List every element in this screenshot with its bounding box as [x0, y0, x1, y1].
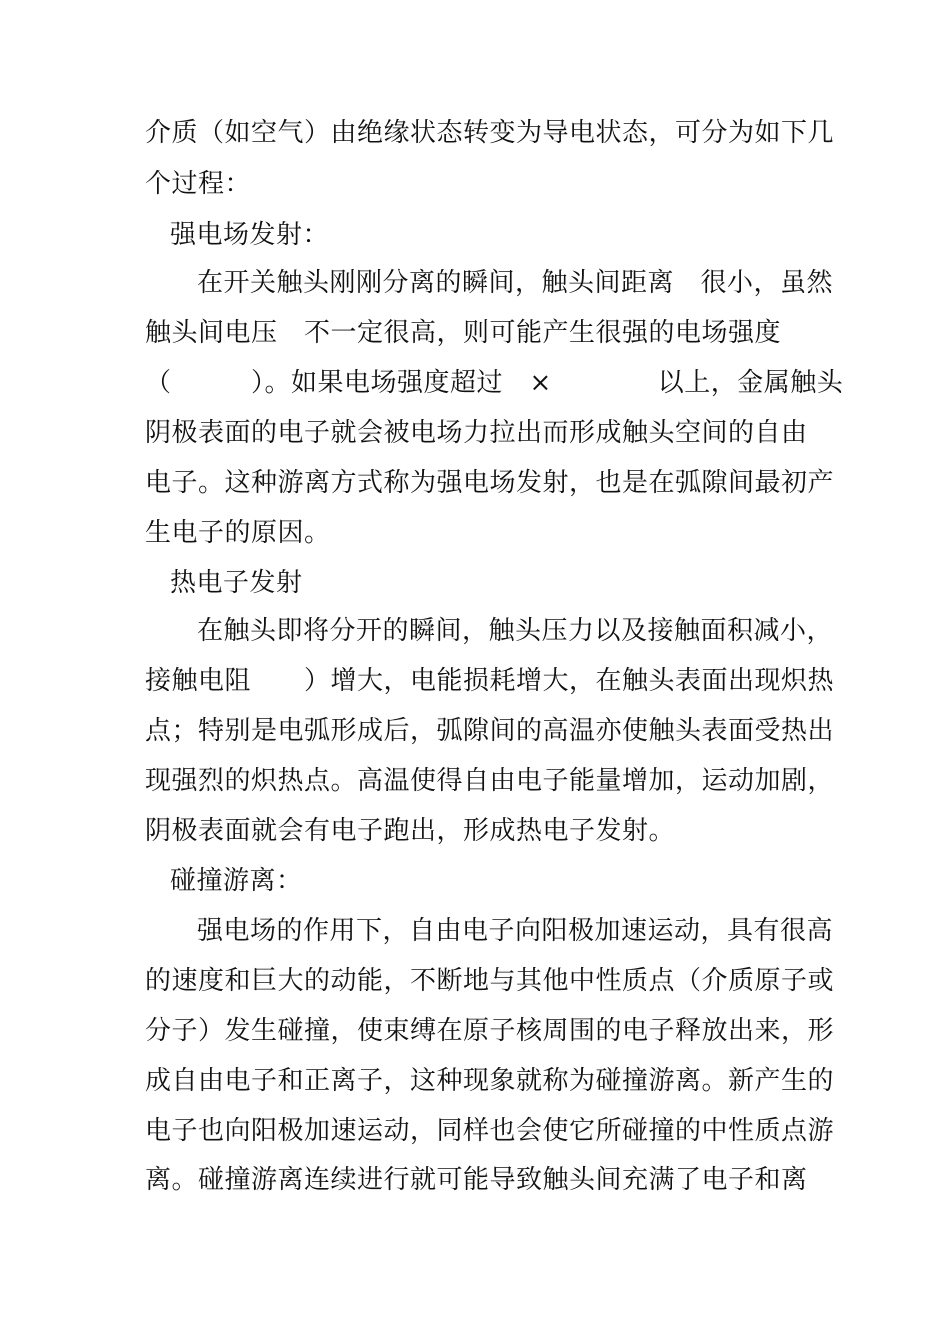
text-line: 成自由电子和正离子，这种现象就称为碰撞游离。新产生的: [145, 1066, 835, 1096]
text-line: 电子也向阳极加速运动，同样也会使它所碰撞的中性质点游: [145, 1116, 835, 1146]
text-line: 接触电阻 ）增大，电能损耗增大，在触头表面出现炽热: [145, 666, 835, 696]
text-line: 分子）发生碰撞，使束缚在原子核周围的电子释放出来，形: [145, 1016, 835, 1046]
text-line: 现强烈的炽热点。高温使得自由电子能量增加，运动加剧，: [145, 766, 835, 796]
text-line: 点；特别是电弧形成后，弧隙间的高温亦使触头表面受热出: [145, 716, 835, 746]
text-line: 在触头即将分开的瞬间，触头压力以及接触面积减小，: [197, 616, 834, 646]
section-heading: 热电子发射: [170, 568, 303, 598]
section-heading: 强电场发射：: [170, 220, 330, 250]
text-line: 在开关触头刚刚分离的瞬间，触头间距离 很小，虽然: [197, 268, 834, 298]
text-line: 触头间电压 不一定很高，则可能产生很强的电场强度: [145, 318, 782, 348]
text-line: 个过程：: [145, 169, 252, 199]
text-line: 离。碰撞游离连续进行就可能导致触头间充满了电子和离: [145, 1165, 808, 1195]
text-line: 强电场的作用下，自由电子向阳极加速运动，具有很高: [197, 916, 834, 946]
text-line: （ ）。如果电场强度超过 × 以上，金属触头: [145, 368, 844, 398]
text-line: 介质（如空气）由绝缘状态转变为导电状态，可分为如下几: [145, 118, 835, 148]
text-line: 生电子的原因。: [145, 518, 331, 548]
section-heading: 碰撞游离：: [170, 866, 303, 896]
text-line: 电子。这种游离方式称为强电场发射，也是在弧隙间最初产: [145, 468, 835, 498]
text-line: 阴极表面的电子就会被电场力拉出而形成触头空间的自由: [145, 418, 808, 448]
text-line: 的速度和巨大的动能，不断地与其他中性质点（介质原子或: [145, 966, 835, 996]
text-line: 阴极表面就会有电子跑出，形成热电子发射。: [145, 816, 676, 846]
